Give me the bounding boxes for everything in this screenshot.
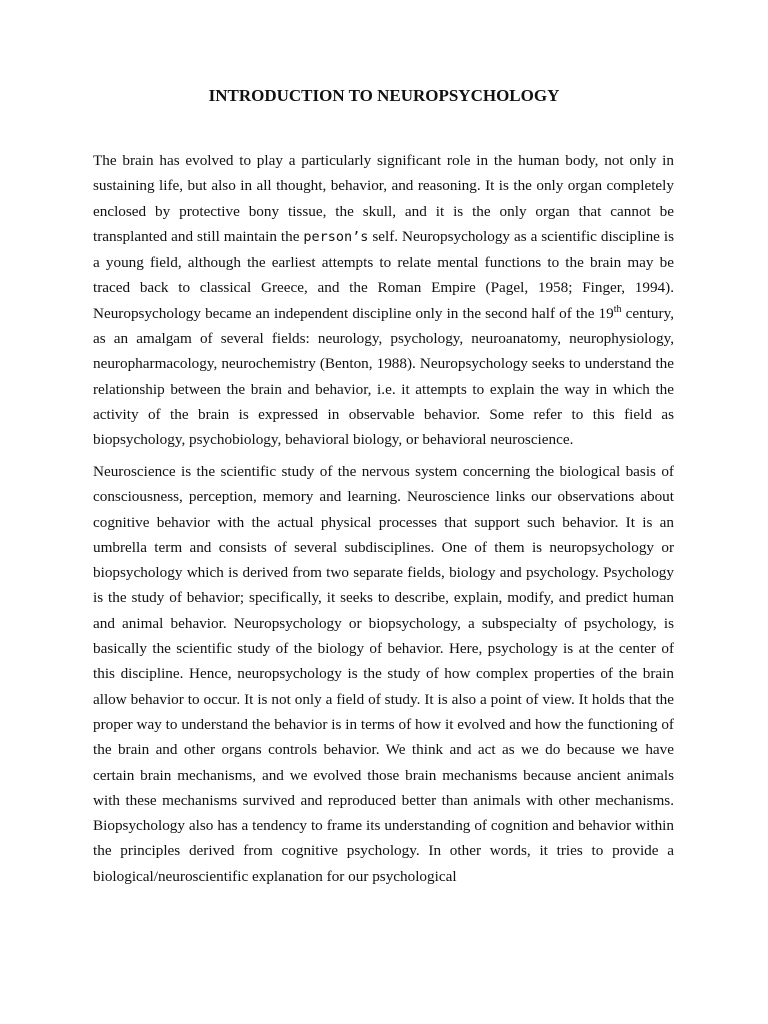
paragraph-2: Neuroscience is the scientific study of the nervous system concerning the biological basis of consciousness, perception, memory and learning. Neuroscience links our observations about cognitive behavior with the actual physical processes that support such behavior. It is an umbrella term and consists of several subdisciplines. One of them is neuropsychology or biopsychology which is derived from two separate fields, biology and psychology. Psychology is the study of behavior; specifically, it seeks to describe, explain, modify, and predict human and animal behavior. Neuropsychology or biopsychology, a subspecialty of psychology, is basically the scientific study of the biology of behavior. Here, psychology is at the center of this discipline. Hence, neuropsychology is the study of how complex properties of the brain allow behavior to occur. It is not only a field of study. It is also a point of view. It holds that the proper way to understand the behavior is in terms of how it evolved and how the functioning of the brain and other organs controls behavior. We think and act as we do because we have certain brain mechanisms, and we evolved those brain mechanisms because ancient animals with these mechanisms survived and reproduced better than animals with other mechanisms. Biopsychology also has a tendency to frame its understanding of cognition and behavior within the principles derived from cognitive psychology. In other words, it tries to provide a biological/neuroscientific explanation for our psychological — [93, 463, 674, 885]
paragraph-1-superscript: th — [613, 303, 622, 315]
paragraph-1-persons: person’s — [303, 228, 369, 245]
paragraph-1-text-b: self. Neuropsychology as a scientific discipline is a young field, although the earliest attempts to relate mental functions to the brain may be traced back to classical Greece, and the Roman Empire (Pagel, 1958; Finger, 1994). Neuropsychology became an independent discipline only in the second half of the 19 — [93, 227, 675, 322]
paragraph-1-text-c: century, as an amalgam of several fields: neurology, psychology, neuroanatomy, neurophysiology, neuropharmacology, neurochemistry (Benton, 1988). Neuropsychology seeks to understand the relationship between the brain and behavior, i.e. it attempts to explain the way in which the activity of the brain is expressed in observable behavior. Some refer to this field as biopsychology, psychobiology, behavioral biology, or behavioral neuroscience. — [93, 304, 674, 449]
page-title: INTRODUCTION TO NEUROPSYCHOLOGY — [208, 86, 560, 105]
paragraph-1-text-a: The brain has evolved to play a particularly significant role in the human body, not only in sustaining life, but also in all thought, behavior, and reasoning. It is the only organ completely enclosed by protective bony tissue, the skull, and it is the only organ that cannot be transplanted and still maintain the — [93, 152, 674, 245]
paragraph-1 — [93, 148, 674, 453]
